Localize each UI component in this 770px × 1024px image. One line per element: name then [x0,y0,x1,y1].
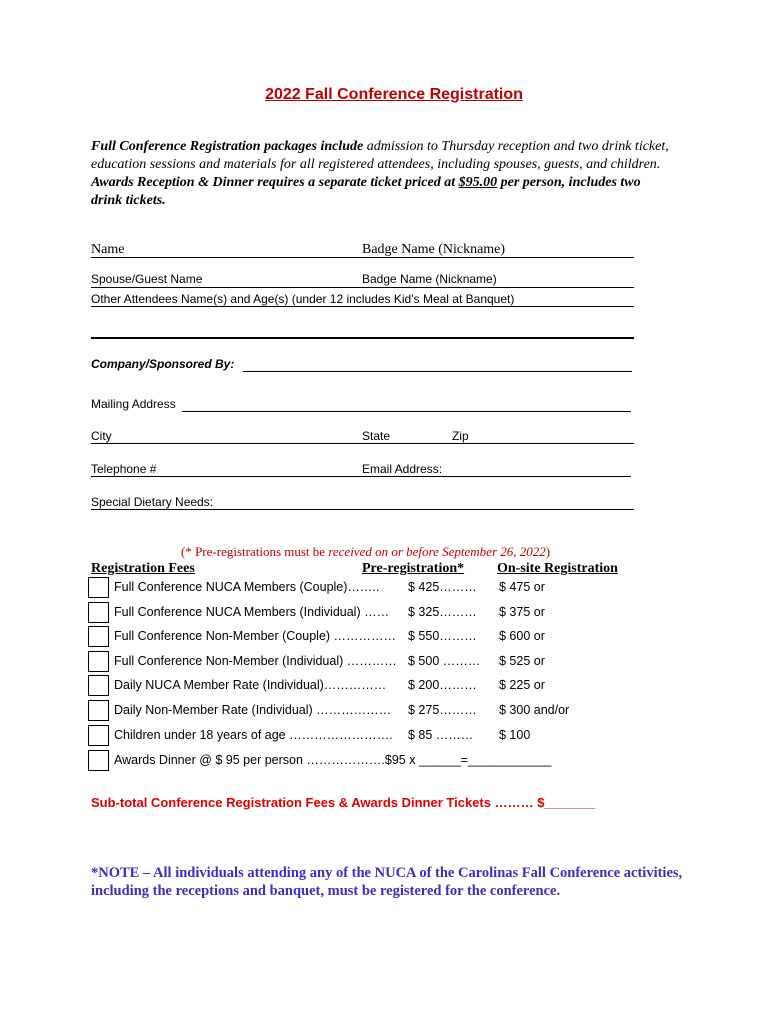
prereg-note-date: received on or before September 26, 2022 [328,544,546,559]
fee-label: Children under 18 years of age ……………………. [114,728,393,742]
name-line[interactable] [91,257,634,258]
final-note: *NOTE – All individuals attending any of the NUCA of the Carolinas Fall Conference activities, including the receptions and banquet, must be registered for the conference. [91,865,683,899]
name-label: Name [91,242,125,257]
mailing-line[interactable] [182,411,631,412]
fee-row [88,626,648,648]
fee-onsite: $ 525 or [499,654,545,668]
fee-onsite: $ 300 and/or [499,703,570,717]
fee-prereg: $ 500 ……… [408,654,481,668]
fee-row [88,651,648,673]
fee-prereg: $ 200……… [408,678,477,692]
company-label: Company/Sponsored By: [91,357,235,371]
intro-paragraph [91,138,671,210]
fees-header-col1 [91,561,195,577]
zip-label: Zip [452,429,469,443]
fee-checkbox[interactable] [88,725,109,746]
fee-row [88,725,648,747]
fee-prereg: $ 550……… [408,629,477,643]
intro-text: admission to Thursday reception and two drink ticket, education sessions and materials for all registered attendees, including spouses, guests, and children. [91,139,669,172]
fee-label: Full Conference Non-Member (Individual) ………… [114,654,397,668]
other-attendees-line-2[interactable] [91,337,634,339]
fee-checkbox[interactable] [88,700,109,721]
fee-prereg: $ 275……… [408,703,477,717]
fees-header-col2-text: Pre-registration* [362,561,465,576]
fee-row [88,700,648,722]
spouse-line[interactable] [91,287,634,288]
fee-label: Full Conference NUCA Members (Couple)…….. [114,580,380,594]
spouse-label: Spouse/Guest Name [91,272,203,286]
city-line[interactable] [91,443,634,444]
fee-label: Full Conference NUCA Members (Individual) …… [114,605,390,619]
fee-row [88,602,648,624]
fee-onsite: $ 225 or [499,678,545,692]
fee-prereg: $ 425……… [408,580,477,594]
fee-label: Daily Non-Member Rate (Individual) ……………… [114,703,392,717]
mailing-label: Mailing Address [91,397,176,411]
fee-row [88,577,648,599]
fee-checkbox[interactable] [88,626,109,647]
telephone-line[interactable] [91,476,631,477]
badge-name-label: Badge Name (Nickname) [362,242,506,257]
awards-label: Awards Dinner @ $ 95 per person ……………….$95 x ______=____________ [114,753,552,767]
dietary-label: Special Dietary Needs: [91,495,214,509]
telephone-label: Telephone # [91,462,157,476]
fees-header-col3 [497,561,618,577]
fee-checkbox[interactable] [88,577,109,598]
fee-row [88,675,648,697]
fee-checkbox[interactable] [88,675,109,696]
intro-awards: Awards Reception & Dinner requires a separate ticket priced at [91,175,456,190]
dietary-line[interactable] [91,509,634,510]
other-attendees-label: Other Attendees Name(s) and Age(s) (under 12 includes Kid’s Meal at Banquet) [91,292,515,306]
fee-prereg: $ 325……… [408,605,477,619]
intro-tail: per person, includes two drink tickets. [91,175,641,208]
fee-checkbox[interactable] [88,602,109,623]
fee-label: Daily NUCA Member Rate (Individual)…………… [114,678,387,692]
fees-header-col3-text: On-site Registration [497,561,618,576]
fee-checkbox[interactable] [88,651,109,672]
fees-header-col1-text: Registration Fees [91,561,195,576]
state-label: State [362,429,391,443]
intro-price: $95.00 [458,175,498,190]
fee-prereg: $ 85 ……… [408,728,474,742]
prereg-note-close: ) [545,544,551,559]
prereg-note-open: (* Pre-registrations must be [181,544,329,559]
fee-onsite: $ 475 or [499,580,545,594]
other-attendees-line[interactable] [91,306,634,307]
intro-lead: Full Conference Registration packages include [91,139,364,154]
company-line[interactable] [243,371,632,372]
fee-onsite: $ 375 or [499,605,545,619]
city-label: City [91,429,112,443]
subtotal-line: Sub-total Conference Registration Fees & Awards Dinner Tickets ……… $_______ [91,795,596,810]
fee-onsite: $ 600 or [499,629,545,643]
badge-name2-label: Badge Name (Nickname) [362,272,497,286]
prereg-note [181,544,550,560]
email-label: Email Address: [362,462,443,476]
page-title: 2022 Fall Conference Registration [265,86,523,103]
fees-header-col2 [362,561,464,577]
awards-row [88,750,648,772]
fee-label: Full Conference Non-Member (Couple) …………… [114,629,397,643]
awards-checkbox[interactable] [88,750,109,771]
fee-onsite: $ 100 [499,728,531,742]
